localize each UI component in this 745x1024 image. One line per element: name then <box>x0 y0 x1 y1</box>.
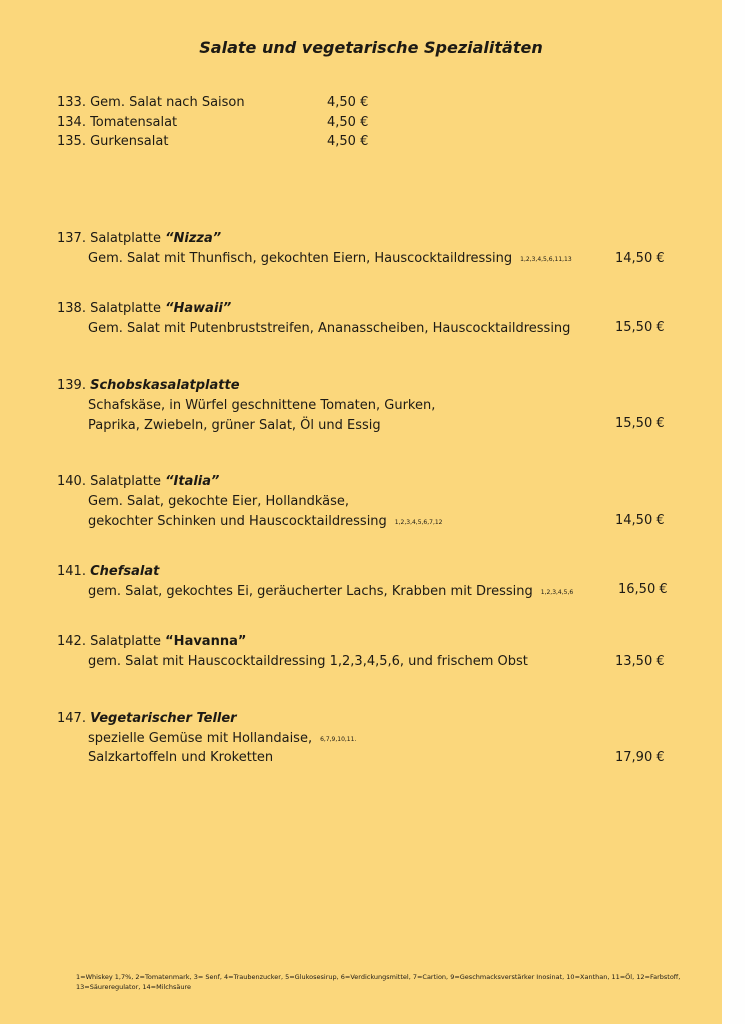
menu-item-133-price: 4,50 € <box>327 95 369 110</box>
menu-item-134: 134. Tomatensalat <box>57 115 178 130</box>
item-name: Vegetarischer Teller <box>90 711 237 726</box>
menu-item-139-price: 15,50 € <box>615 416 665 431</box>
menu-item-138-heading: 138. Salatplatte “Hawaii” <box>57 301 232 316</box>
allergen-codes: 1,2,3,4,5,6,11,13 <box>520 256 572 263</box>
item-name: “Italia” <box>165 474 220 489</box>
item-name: “Hawaii” <box>165 301 232 316</box>
menu-item-147-description-line1: spezielle Gemüse mit Hollandaise, 6,7,9,10,11. <box>88 731 357 746</box>
menu-item-141-heading: 141. Chefsalat <box>57 564 160 579</box>
item-name: “Havanna” <box>165 634 247 649</box>
menu-item-140-price: 14,50 € <box>615 513 665 528</box>
menu-item-135-price: 4,50 € <box>327 134 369 149</box>
menu-item-138-description: Gem. Salat mit Putenbruststreifen, Ananasscheiben, Hauscocktaildressing <box>88 321 571 336</box>
menu-item-147-description-line2: Salzkartoffeln und Kroketten <box>88 750 274 765</box>
menu-item-142-heading: 142. Salatplatte “Havanna” <box>57 634 247 649</box>
item-name: “Nizza” <box>165 231 222 246</box>
menu-item-133: 133. Gem. Salat nach Saison <box>57 95 245 110</box>
allergen-codes: 6,7,9,10,11. <box>320 736 357 743</box>
item-name: Schobskasalatplatte <box>90 378 240 393</box>
menu-item-138-price: 15,50 € <box>615 320 665 335</box>
page-title: Salate und vegetarische Spezialitäten <box>199 38 543 57</box>
menu-item-142-description: gem. Salat mit Hauscocktaildressing 1,2,3,4,5,6, und frischem Obst <box>88 654 528 669</box>
menu-item-137-price: 14,50 € <box>615 251 665 266</box>
menu-item-141-description: gem. Salat, gekochtes Ei, geräucherter Lachs, Krabben mit Dressing 1,2,3,4,5,6 <box>88 584 574 599</box>
item-name: Chefsalat <box>90 564 160 579</box>
menu-item-147-price: 17,90 € <box>615 750 665 765</box>
menu-item-139-heading: 139. Schobskasalatplatte <box>57 378 240 393</box>
menu-item-134-price: 4,50 € <box>327 115 369 130</box>
menu-item-147-heading: 147. Vegetarischer Teller <box>57 711 237 726</box>
menu-item-141-price: 16,50 € <box>618 582 668 597</box>
menu-item-142-price: 13,50 € <box>615 654 665 669</box>
menu-item-140-description-line1: Gem. Salat, gekochte Eier, Hollandkäse, <box>88 494 350 509</box>
menu-item-135: 135. Gurkensalat <box>57 134 169 149</box>
menu-item-140-heading: 140. Salatplatte “Italia” <box>57 474 220 489</box>
allergen-legend-line2: 13=Säureregulator, 14=Milchsäure <box>76 983 192 991</box>
page-edge <box>722 0 745 1024</box>
menu-item-137-heading: 137. Salatplatte “Nizza” <box>57 231 222 246</box>
allergen-legend-line1: 1=Whiskey 1,7%, 2=Tomatenmark, 3= Senf, 4=Traubenzucker, 5=Glukosesirup, 6=Verdickungsmittel, 7=Cartion, 9=Geschmacksverstärker Inosinat, 10=Xanthan, 11=Öl, 12=Farbstoff, <box>76 973 681 981</box>
menu-item-137-description: Gem. Salat mit Thunfisch, gekochten Eiern, Hauscocktaildressing 1,2,3,4,5,6,11,13 <box>88 251 572 266</box>
menu-item-140-description-line2: gekochter Schinken und Hauscocktaildressing 1,2,3,4,5,6,7,12 <box>88 514 443 529</box>
allergen-codes: 1,2,3,4,5,6 <box>540 589 574 596</box>
allergen-codes: 1,2,3,4,5,6,7,12 <box>394 519 443 526</box>
menu-item-139-description-line1: Schafskäse, in Würfel geschnittene Tomaten, Gurken, <box>88 398 436 413</box>
menu-item-139-description-line2: Paprika, Zwiebeln, grüner Salat, Öl und Essig <box>88 418 381 433</box>
